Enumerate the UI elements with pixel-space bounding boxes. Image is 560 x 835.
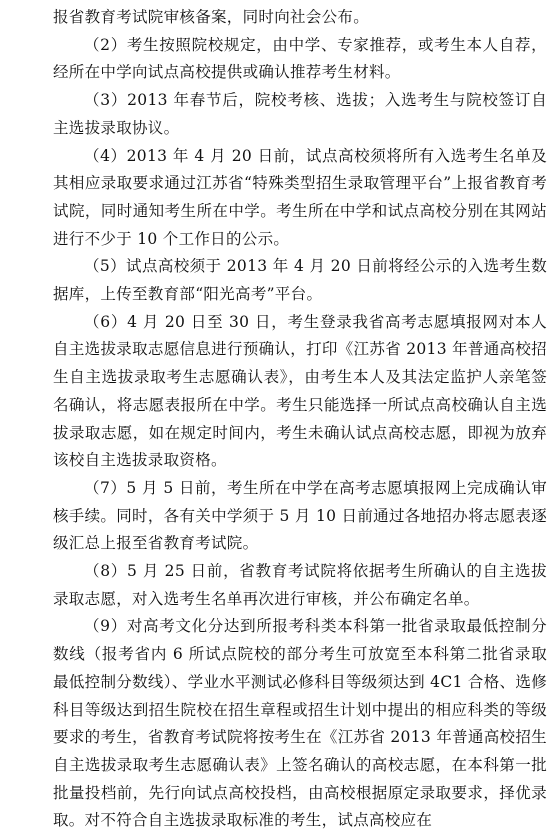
paragraph: （2）考生按照院校规定，由中学、专家推荐，或考生本人自荐，经所在中学向试点高校提供或确认推荐考生材料。 xyxy=(53,35,547,82)
paragraph: 报省教育考试院审核备案，同时向社会公布。 xyxy=(53,8,370,26)
paragraph: （6）4 月 20 日至 30 日，考生登录我省高考志愿填报网对本人自主选拔录取志愿信息进行预确认，打印《江苏省 2013 年普通高校招生自主选拔录取考生志愿确认表》，由考生本人及其法定监护人亲笔签名确认，将志愿表报所在中学。考生只能选择一所试点高校确认自主选拔录取志愿，如在规定时间内，考生未确认试点高校志愿，即视为放弃该校自主选拔录取资格。 xyxy=(53,312,547,470)
paragraph: （9）对高考文化分达到所报考科类本科第一批省录取最低控制分数线（报考省内 6 所试点院校的部分考生可放宽至本科第二批省录取最低控制分数线）、学业水平测试必修科目等级须达到 4C1 合格、选修科目等级达到招生院校在招生章程或招生计划中提出的相应科类的等级要求的考生，省教育考试院将按考生在《江苏省 2013 年普通高校招生自主选拔录取考生志愿确认表》上签名确认的高校志愿，在本科第一批批量投档前，先行向试点高校投档，由高校根据原定录取要求，择优录取。对不符合自主选拔录取标准的考生，试点高校应在 xyxy=(53,617,547,830)
paragraph: （5）试点高校须于 2013 年 4 月 20 日前将经公示的入选考生数据库，上传至教育部“阳光高考”平台。 xyxy=(53,257,547,304)
paragraph: （4）2013 年 4 月 20 日前，试点高校须将所有入选考生名单及其相应录取要求通过江苏省“特殊类型招生录取管理平台”上报省教育考试院，同时通知考生所在中学。考生所在中学和试点高校分别在其网站进行不少于 10 个工作日的公示。 xyxy=(53,146,547,248)
paragraph: （3）2013 年春节后，院校考核、选拔；入选考生与院校签订自主选拔录取协议。 xyxy=(53,91,547,137)
paragraph: （8）5 月 25 日前，省教育考试院将依据考生所确认的自主选拔录取志愿，对入选考生名单再次进行审核，并公布确定名单。 xyxy=(53,562,547,608)
paragraph: （7）5 月 5 日前，考生所在中学在高考志愿填报网上完成确认审核手续。同时，各有关中学须于 5 月 10 日前通过各地招办将志愿表逐级汇总上报至省教育考试院。 xyxy=(53,478,547,553)
